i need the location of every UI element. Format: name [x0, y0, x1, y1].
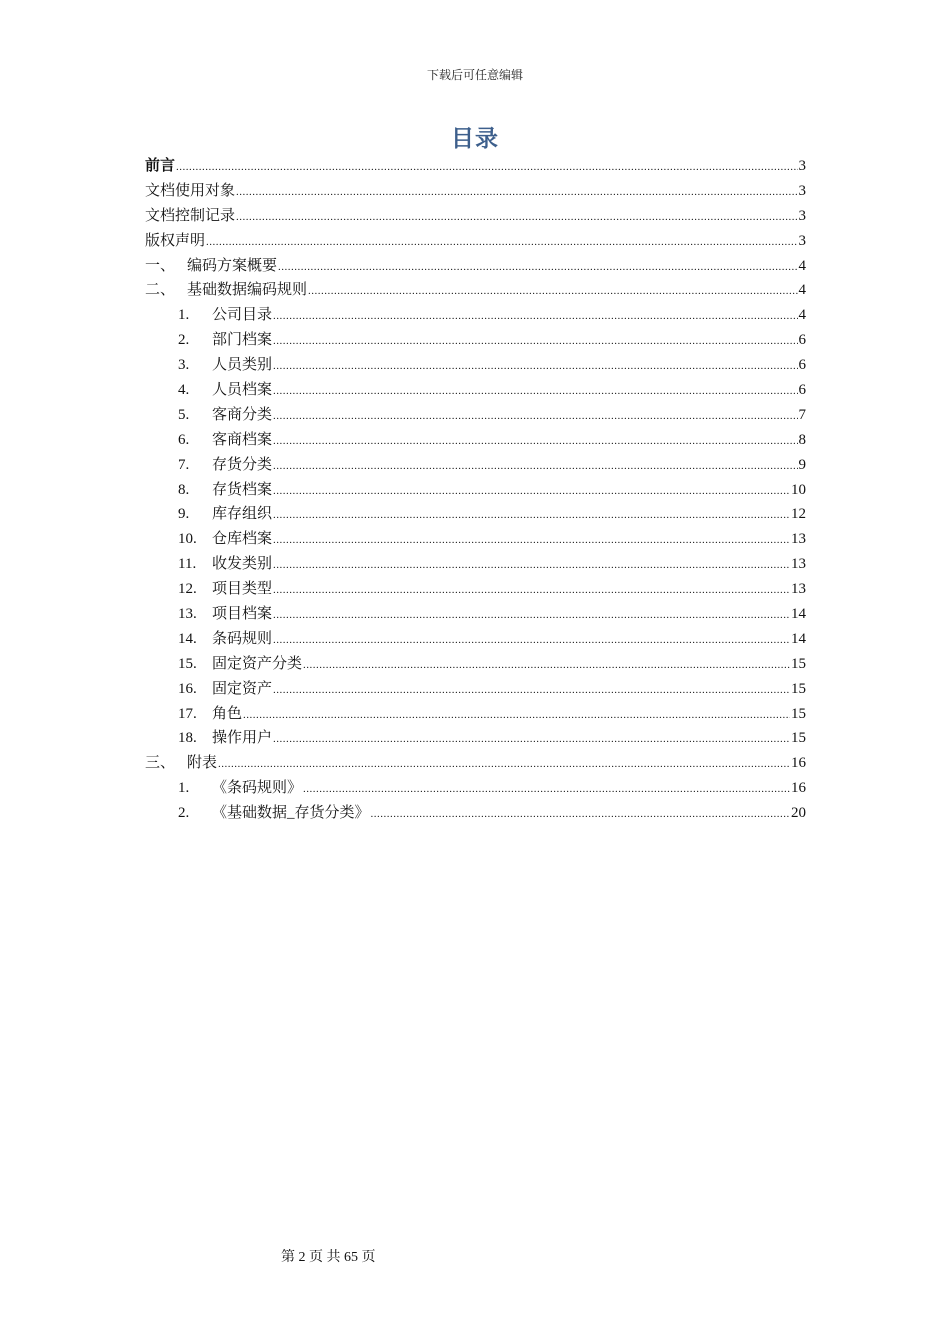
table-of-contents	[145, 154, 806, 826]
toc-entry-number: 16.	[178, 680, 197, 697]
toc-entry[interactable]	[145, 204, 806, 229]
toc-entry-page-number: 10	[791, 481, 806, 498]
toc-entry-number: 5.	[178, 406, 190, 423]
toc-entry-page-number: 7	[798, 406, 806, 423]
toc-entry[interactable]	[145, 353, 806, 378]
toc-entry-label: 《基础数据_存货分类》	[212, 805, 370, 822]
toc-entry-number: 17.	[178, 705, 197, 722]
toc-entry-label: 版权声明	[145, 232, 206, 249]
toc-entry-page-number: 3	[798, 207, 806, 224]
dot-leader	[243, 703, 790, 728]
toc-entry-page-number: 13	[791, 531, 806, 548]
toc-entry-page-number: 16	[791, 755, 806, 772]
toc-entry[interactable]	[145, 478, 806, 503]
toc-entry-number: 1.	[178, 307, 190, 324]
toc-entry-label: 部门档案	[212, 332, 273, 349]
toc-entry-page-number: 15	[791, 705, 806, 722]
dot-leader	[273, 603, 790, 628]
toc-entry-page-number: 14	[791, 606, 806, 623]
dot-leader	[206, 230, 797, 255]
toc-entry[interactable]	[145, 502, 806, 527]
toc-entry-number: 12.	[178, 581, 197, 598]
toc-entry-number: 7.	[178, 456, 190, 473]
toc-entry-number: 一、	[145, 257, 176, 274]
toc-entry[interactable]	[145, 751, 806, 776]
toc-entry[interactable]	[145, 527, 806, 552]
toc-entry-label: 角色	[212, 705, 243, 722]
dot-leader	[273, 454, 797, 479]
dot-leader	[273, 503, 790, 528]
toc-entry[interactable]	[145, 577, 806, 602]
toc-entry-number: 11.	[178, 556, 197, 573]
dot-leader	[273, 553, 790, 578]
toc-entry-page-number: 3	[798, 158, 806, 174]
toc-entry-page-number: 14	[791, 630, 806, 647]
toc-entry-page-number: 15	[791, 655, 806, 672]
toc-entry[interactable]	[145, 428, 806, 453]
toc-entry[interactable]	[145, 328, 806, 353]
toc-entry-page-number: 3	[798, 232, 806, 249]
toc-entry-label: 存货档案	[212, 481, 273, 498]
toc-entry-label: 客商档案	[212, 431, 273, 448]
toc-entry-page-number: 6	[798, 332, 806, 349]
toc-entry-label: 存货分类	[212, 456, 273, 473]
dot-leader	[303, 777, 790, 802]
toc-entry-label: 《条码规则》	[212, 780, 303, 797]
toc-entry-page-number: 4	[798, 257, 806, 274]
toc-entry-number: 3.	[178, 357, 190, 374]
dot-leader	[273, 304, 797, 329]
toc-entry-label: 文档使用对象	[145, 182, 236, 199]
toc-entry-label: 编码方案概要	[187, 257, 278, 274]
toc-entry-label: 人员档案	[212, 382, 273, 399]
toc-entry[interactable]	[145, 378, 806, 403]
dot-leader	[273, 429, 797, 454]
toc-entry-page-number: 8	[798, 431, 806, 448]
dot-leader	[273, 678, 790, 703]
toc-entry-page-number: 20	[791, 805, 806, 822]
toc-entry-label: 条码规则	[212, 630, 273, 647]
toc-entry-page-number: 13	[791, 581, 806, 598]
dot-leader	[273, 727, 790, 752]
toc-entry-number: 10.	[178, 531, 197, 548]
toc-entry[interactable]	[145, 229, 806, 254]
toc-entry-page-number: 16	[791, 780, 806, 797]
toc-entry-number: 三、	[145, 755, 176, 772]
dot-leader	[308, 279, 797, 304]
dot-leader	[273, 528, 790, 553]
dot-leader	[278, 255, 797, 280]
dot-leader	[273, 329, 797, 354]
toc-entry-label: 前言	[145, 158, 176, 174]
toc-entry-label: 固定资产	[212, 680, 273, 697]
toc-entry-page-number: 15	[791, 730, 806, 747]
toc-entry-label: 公司目录	[212, 307, 273, 324]
dot-leader	[273, 628, 790, 653]
dot-leader	[371, 802, 790, 827]
toc-entry-page-number: 15	[791, 680, 806, 697]
toc-entry-number: 2.	[178, 332, 190, 349]
toc-entry-page-number: 4	[798, 307, 806, 324]
toc-entry-page-number: 3	[798, 182, 806, 199]
toc-title: 目录	[451, 126, 499, 151]
dot-leader	[176, 155, 797, 180]
toc-entry-page-number: 9	[798, 456, 806, 473]
dot-leader	[273, 479, 790, 504]
toc-entry[interactable]	[145, 254, 806, 279]
toc-entry-label: 操作用户	[212, 730, 273, 747]
toc-entry[interactable]	[145, 179, 806, 204]
toc-entry-number: 13.	[178, 606, 197, 623]
toc-entry-number: 8.	[178, 481, 190, 498]
toc-entry[interactable]	[145, 652, 806, 677]
toc-entry-label: 固定资产分类	[212, 655, 303, 672]
toc-entry-label: 项目类型	[212, 581, 273, 598]
toc-entry-page-number: 6	[798, 382, 806, 399]
toc-entry-page-number: 4	[798, 282, 806, 299]
dot-leader	[218, 752, 790, 777]
dot-leader	[273, 404, 797, 429]
dot-leader	[236, 205, 797, 230]
toc-entry-number: 9.	[178, 506, 190, 523]
toc-entry-number: 二、	[145, 282, 176, 299]
toc-entry[interactable]	[145, 552, 806, 577]
dot-leader	[303, 653, 790, 678]
toc-entry[interactable]	[145, 154, 806, 179]
toc-entry-label: 客商分类	[212, 406, 273, 423]
toc-entry[interactable]	[145, 702, 806, 727]
toc-entry-number: 1.	[178, 780, 190, 797]
dot-leader	[273, 379, 797, 404]
toc-entry-number: 18.	[178, 730, 197, 747]
dot-leader	[273, 578, 790, 603]
toc-entry-number: 6.	[178, 431, 190, 448]
toc-entry-label: 人员类别	[212, 357, 273, 374]
toc-entry[interactable]	[145, 602, 806, 627]
toc-entry[interactable]	[145, 726, 806, 751]
toc-entry-number: 14.	[178, 630, 197, 647]
toc-entry-label: 附表	[187, 755, 218, 772]
page-footer: 第 2 页 共 65 页	[281, 1250, 376, 1265]
toc-entry[interactable]	[145, 303, 806, 328]
toc-entry[interactable]	[145, 776, 806, 801]
toc-entry[interactable]	[145, 627, 806, 652]
toc-entry-label: 库存组织	[212, 506, 273, 523]
toc-entry-page-number: 6	[798, 357, 806, 374]
dot-leader	[236, 180, 797, 205]
toc-entry-label: 文档控制记录	[145, 207, 236, 224]
toc-entry-page-number: 13	[791, 556, 806, 573]
toc-entry[interactable]	[145, 453, 806, 478]
page-header: 下载后可任意编辑	[426, 68, 523, 82]
toc-entry[interactable]	[145, 677, 806, 702]
toc-entry[interactable]	[145, 801, 806, 826]
toc-entry-label: 基础数据编码规则	[187, 282, 308, 299]
toc-entry-label: 收发类别	[212, 556, 273, 573]
toc-entry-label: 项目档案	[212, 606, 273, 623]
toc-entry-number: 15.	[178, 655, 197, 672]
toc-entry[interactable]	[145, 403, 806, 428]
toc-entry-page-number: 12	[791, 506, 806, 523]
toc-entry[interactable]	[145, 278, 806, 303]
toc-entry-label: 仓库档案	[212, 531, 273, 548]
toc-entry-number: 2.	[178, 805, 190, 822]
dot-leader	[273, 354, 797, 379]
toc-entry-number: 4.	[178, 382, 190, 399]
